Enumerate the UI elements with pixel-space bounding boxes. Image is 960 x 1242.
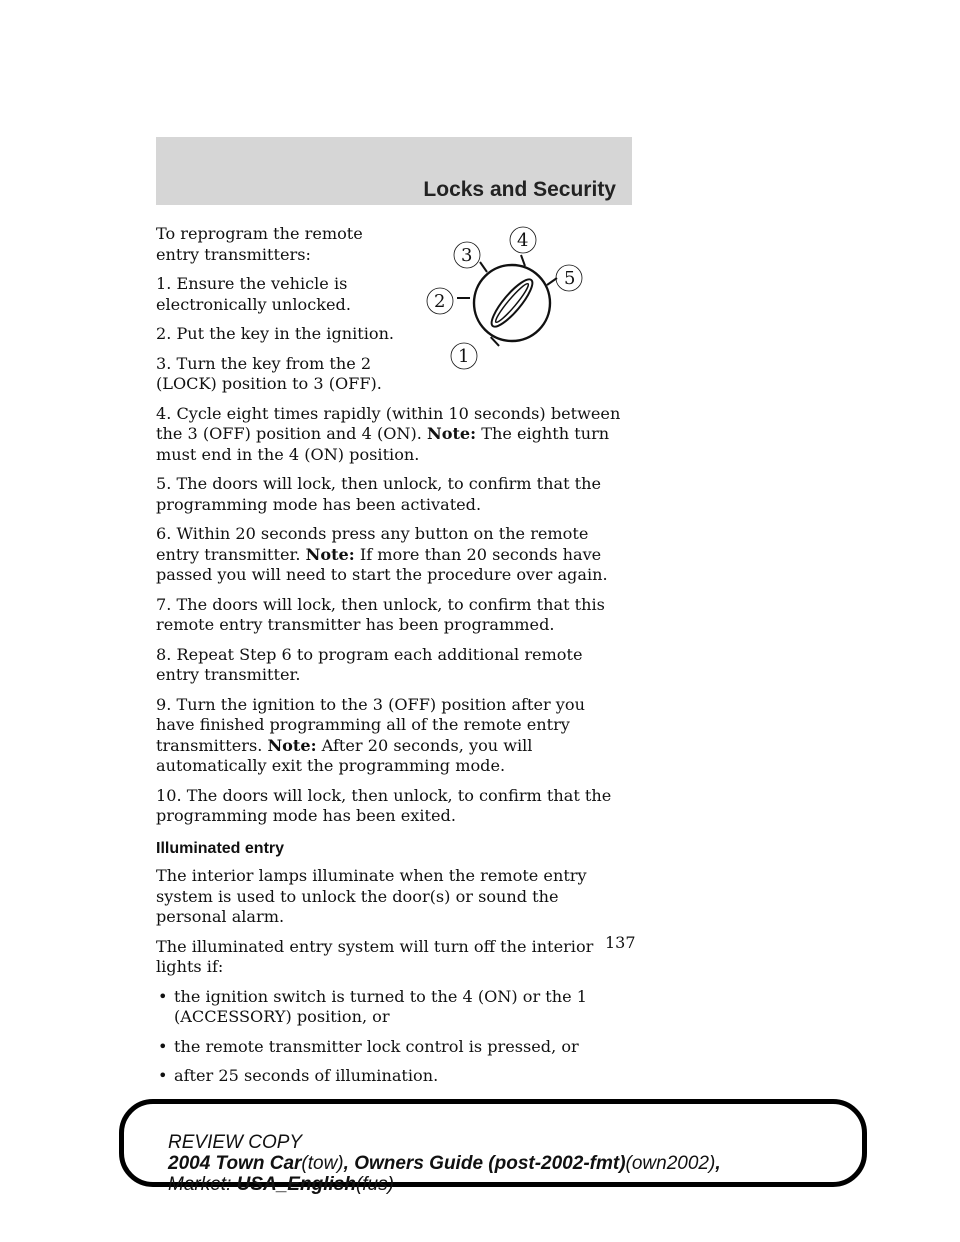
bullet-item [156,1037,626,1058]
market-code: (fus) [355,1174,394,1195]
position-label-3: 3 [461,245,473,266]
step-9-note: After 20 seconds, you will automatically exit the programming mode. [156,735,533,775]
step-5: 5. The doors will lock, then unlock, to confirm that the programming mode has been activated. [156,474,602,514]
market-label: Market: [168,1174,237,1195]
step-3: 3. Turn the key from the 2 (LOCK) position to 3 (OFF). [156,353,382,393]
section-heading: Illuminated entry [156,839,285,857]
separator: , [715,1153,721,1174]
bullet-icon: • [158,986,168,1006]
model-code: (tow) [301,1153,344,1174]
header-band [156,137,632,205]
bullet-text: the remote transmitter lock control is pressed, or [174,1036,579,1056]
step-6-text: 6. Within 20 seconds press any button on the remote entry transmitter. [156,524,589,564]
step-2: 2. Put the key in the ignition. [156,324,395,343]
step-6-note: If more than 20 seconds have passed you will need to start the procedure over again. [156,544,608,584]
review-line-3 [168,1174,862,1195]
page-body [156,224,626,1146]
guide-name: Owners Guide (post-2002-fmt) [354,1153,626,1174]
step-10: 10. The doors will lock, then unlock, to confirm that the programming mode has been exited. [156,785,612,825]
step-6 [156,524,626,586]
bullet-item [156,1066,626,1087]
guide-code: (own2002) [625,1153,716,1174]
review-copy-box [119,1099,867,1195]
note-label: Note: [305,544,355,564]
page-number: 137 [605,933,636,952]
bullet-item [156,987,626,1028]
market-name: USA_English [236,1174,356,1195]
step-9-text: 9. Turn the ignition to the 3 (OFF) position after you have finished programming all of the remote entry transmitters. [156,694,585,755]
step-4 [156,404,626,466]
note-label: Note: [427,424,477,443]
position-label-5: 5 [564,268,576,289]
step-7: 7. The doors will lock, then unlock, to confirm that this remote entry transmitter has been programmed. [156,594,605,634]
note-label: Note: [267,735,317,755]
paragraph: The illuminated entry system will turn off the interior lights if: [156,936,594,976]
position-label-4: 4 [517,230,529,251]
section-title: Locks and Security [423,178,616,201]
bullet-icon: • [158,1036,168,1056]
separator: , [343,1153,355,1174]
step-8: 8. Repeat Step 6 to program each additional remote entry transmitter. [156,644,583,684]
review-line-2 [168,1153,862,1174]
bullet-text: the ignition switch is turned to the 4 (ON) or the 1 (ACCESSORY) position, or [174,986,587,1026]
steps-intro: To reprogram the remote entry transmitters: [156,224,363,264]
paragraph: The interior lamps illuminate when the remote entry system is used to unlock the door(s) or sound the personal alarm. [156,866,587,926]
step-9 [156,695,626,777]
bullet-icon: • [158,1066,168,1085]
review-line-1: REVIEW COPY [168,1132,303,1153]
step-4-text: 4. Cycle eight times rapidly (within 10 seconds) between the 3 (OFF) position and 4 (ON). [156,403,621,443]
step-4-note: The eighth turn must end in the 4 (ON) position. [156,424,610,464]
bullet-text: after 25 seconds of illumination. [174,1066,439,1085]
step-1: 1. Ensure the vehicle is electronically unlocked. [156,274,351,314]
position-label-1: 1 [458,346,470,367]
position-label-2: 2 [434,291,446,312]
model-name: 2004 Town Car [168,1153,302,1174]
